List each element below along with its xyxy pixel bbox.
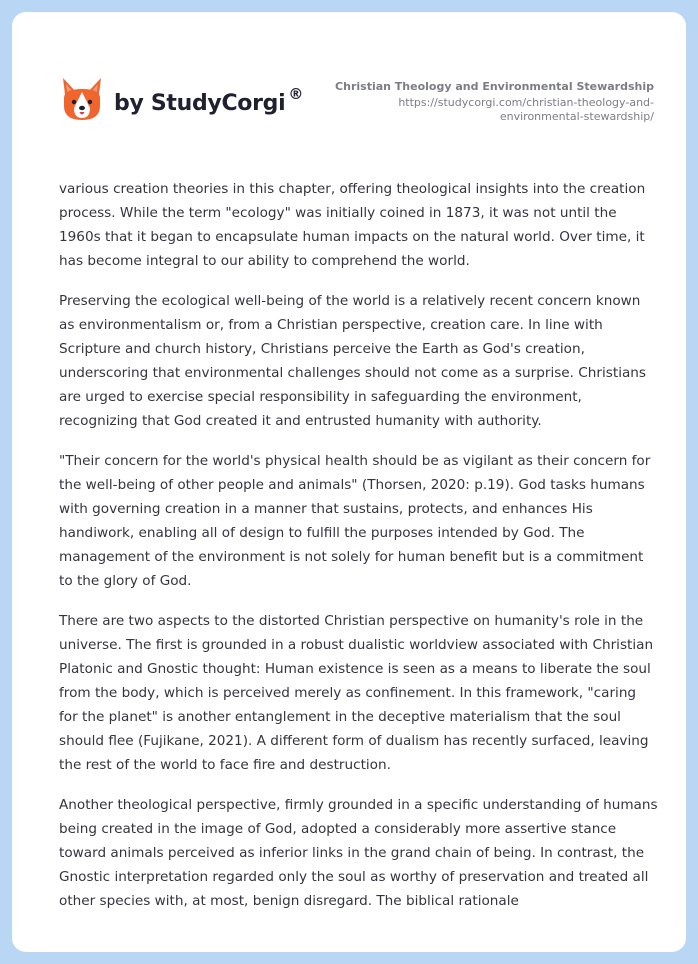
brand-name: by StudyCorgi ® <box>114 84 304 116</box>
studycorgi-logo[interactable] <box>60 76 303 122</box>
body-paragraph: Preserving the ecological well-being of the world is a relatively recent concern known as environmentalism or, from a Christian perspective, creation care. In line with Scripture and church history, Christians perceive the Earth as God's creation, underscoring that environmental challenges should not come as a surprise. Christians are urged to exercise special responsibility in safeguarding the environment, recognizing that God created it and entrusted humanity with authority. <box>59 293 646 429</box>
document-body <box>59 177 659 929</box>
document-url[interactable] <box>324 96 654 124</box>
body-paragraph: Another theological perspective, firmly grounded in a specific understanding of humans being created in the image of God, adopted a considerably more assertive stance toward animals perceived as inferior links in the grand chain of being. In contrast, the Gnostic interpretation regarded only the soul as worthy of preservation and treated all other species with, at most, benign disregard. The biblical rationale <box>59 797 658 909</box>
document-page <box>12 12 686 952</box>
document-title: Christian Theology and Environmental Stewardship <box>335 80 654 93</box>
body-paragraph: various creation theories in this chapter, offering theological insights into the creation process. While the term "ecology" was initially coined in 1873, it was not until the 1960s that it began to encapsulate human impacts on the natural world. Over time, it has become integral to our ability to comprehend the world. <box>59 181 646 269</box>
document-meta <box>324 80 654 124</box>
body-paragraph: There are two aspects to the distorted Christian perspective on humanity's role in the universe. The first is grounded in a robust dualistic worldview associated with Christian Platonic and Gnostic thought: Human existence is seen as a means to liberate the soul from the body, which is perceived merely as confinement. In this framework, "caring for the planet" is another entanglement in the deceptive materialism that the soul should flee (Fujikane, 2021). A different form of dualism has recently surfaced, leaving the rest of the world to face fire and destruction. <box>59 613 654 773</box>
document-url-line-1: https://studycorgi.com/christian-theology-and- <box>398 96 654 109</box>
registered-mark: ® <box>288 84 304 103</box>
document-url-line-2: environmental-stewardship/ <box>499 110 654 123</box>
body-paragraph: "Their concern for the world's physical health should be as vigilant as their concern for the well-being of other people and animals" (Thorsen, 2020: p.19). God tasks humans with governing creation in a manner that sustains, protects, and enhances His handiwork, enabling all of design to fulfill the purposes intended by God. The management of the environment is not solely for human benefit but is a commitment to the glory of God. <box>59 453 651 589</box>
corgi-logo-icon <box>60 76 104 122</box>
